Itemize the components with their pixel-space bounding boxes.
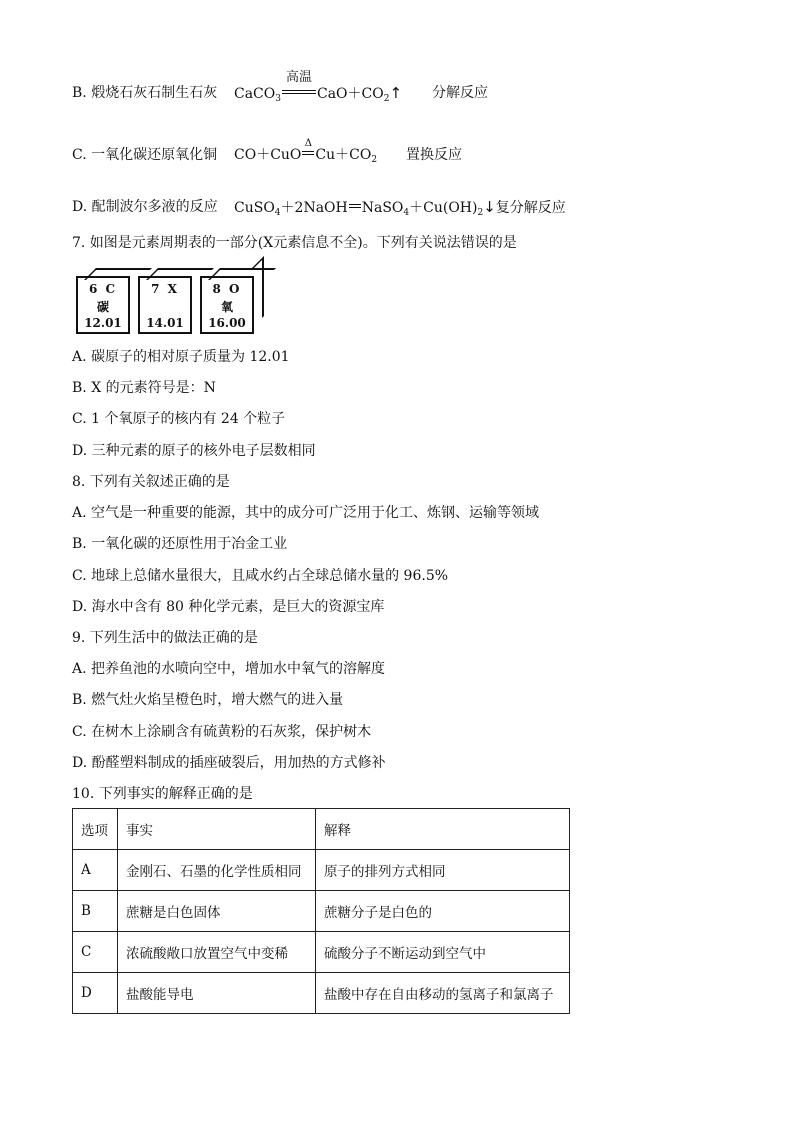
table-cell: A (73, 850, 118, 891)
condition-high-temp: 高温 (285, 70, 312, 85)
table-cell: 盐酸中存在自由移动的氢离子和氯离子 (316, 973, 570, 1014)
table-cell: 浓硫酸敞口放置空气中变稀 (118, 932, 316, 973)
table-row (73, 850, 570, 891)
table-cell: 蔗糖是白色固体 (118, 891, 316, 932)
q9-option-a: A. 把养鱼池的水喷向空中，增加水中氧气的溶解度 (72, 661, 386, 677)
q7-option-c: C. 1 个氧原子的核内有 24 个粒子 (72, 411, 286, 427)
element-cell-x (138, 276, 192, 334)
table-cell: 盐酸能导电 (118, 973, 316, 1014)
element-mass: 12.01 (84, 316, 122, 330)
q8-stem: 8. 下列有关叙述正确的是 (72, 474, 230, 490)
element-mass: 16.00 (208, 316, 246, 330)
table-cell: D (73, 973, 118, 1014)
q9-option-c: C. 在树木上涂刷含有硫黄粉的石灰浆，保护树木 (72, 724, 372, 740)
table-cell: 硫酸分子不断运动到空气中 (316, 932, 570, 973)
element-cell-carbon (76, 276, 130, 334)
table-header-cell: 解释 (316, 809, 570, 850)
option-d-equation: CuSO$_4$＋2NaOH $NaSO_4+Cu(OH)_2↓$复分解反应 (234, 198, 566, 218)
q8-option-d: D. 海水中含有 80 种化学元素，是巨大的资源宝库 (72, 599, 385, 615)
table-cell: 蔗糖分子是白色的 (316, 891, 570, 932)
option-c-label: C. 一氧化碳还原氧化铜 (72, 147, 218, 163)
option-d-type: 复分解反应 (495, 200, 566, 216)
option-b-label: B. 煅烧石灰石制生石灰 (72, 85, 218, 101)
option-c-type: 置换反应 (406, 147, 462, 163)
table-cell: 金刚石、石墨的化学性质相同 (118, 850, 316, 891)
table-row (73, 932, 570, 973)
element-name: 氧 (220, 300, 233, 314)
condition-heat: Δ (304, 138, 313, 149)
q7-option-d: D. 三种元素的原子的核外电子层数相同 (72, 443, 316, 459)
q8-option-a: A. 空气是一种重要的能源，其中的成分可广泛用于化工、炼钢、运输等领域 (72, 505, 540, 521)
table-header-cell: 选项 (73, 809, 118, 850)
option-b-equation: CaCO$_3$ 高温 $CaO+CO_2↑$ (234, 70, 403, 104)
table-cell: B (73, 891, 118, 932)
periodic-table-fragment (76, 262, 276, 342)
element-number-symbol: 7 X (151, 282, 179, 296)
table-cell: 原子的排列方式相同 (316, 850, 570, 891)
element-number-symbol: 6 C (88, 282, 118, 296)
q10-table (72, 808, 570, 1014)
table-header-row (73, 809, 570, 850)
q9-option-d: D. 酚醛塑料制成的插座破裂后，用加热的方式修补 (72, 755, 386, 771)
q7-stem: 7. 如图是元素周期表的一部分(X元素信息不全)。下列有关说法错误的是 (72, 235, 517, 251)
q9-option-b: B. 燃气灶火焰呈橙色时，增大燃气的进入量 (72, 692, 344, 708)
element-mass: 14.01 (146, 316, 184, 330)
option-b-type: 分解反应 (432, 85, 488, 101)
q7-option-a: A. 碳原子的相对原子质量为 12.01 (72, 349, 290, 365)
q10-stem: 10. 下列事实的解释正确的是 (72, 786, 253, 802)
table-row (73, 973, 570, 1014)
q9-stem: 9. 下列生活中的做法正确的是 (72, 630, 258, 646)
option-d-label: D. 配制波尔多液的反应 (72, 199, 218, 215)
table-cell: C (73, 932, 118, 973)
element-number-symbol: 8 O (212, 282, 242, 296)
q7-option-b: B. X 的元素符号是：N (72, 380, 216, 396)
table-header-cell: 事实 (118, 809, 316, 850)
element-name: 碳 (96, 300, 109, 314)
q8-option-b: B. 一氧化碳的还原性用于冶金工业 (72, 536, 288, 552)
element-cell-oxygen (200, 276, 254, 334)
q8-option-c: C. 地球上总储水量很大，且咸水约占全球总储水量的 96.5% (72, 568, 449, 584)
table-row (73, 891, 570, 932)
option-c-equation: CO＋CuO Δ $Cu+CO_2$ (234, 145, 377, 170)
